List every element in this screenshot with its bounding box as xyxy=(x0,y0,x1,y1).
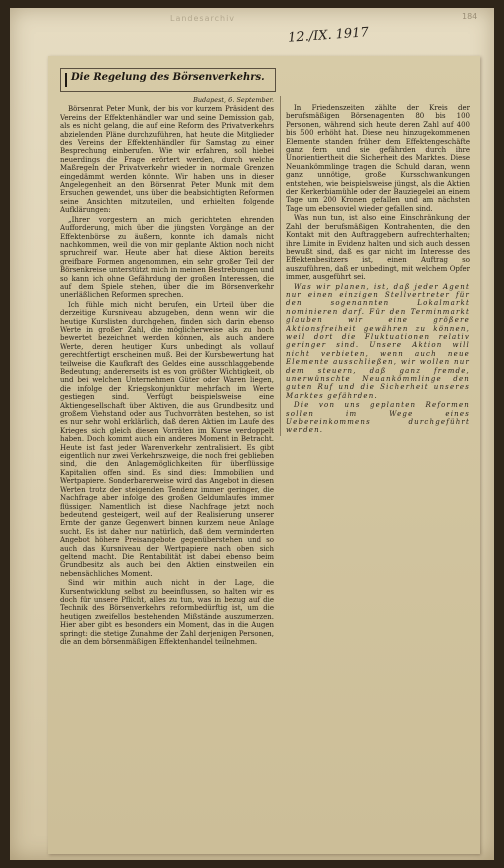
clipping-fade xyxy=(48,814,480,854)
article-paragraph: „Ihrer vorgestern an mich gerichteten ehrenden Aufforderung, mich über die jüngsten Vorgänge an der Effektenbörse zu äußern, konnte ich damals nicht nachkommen, weil die von mir geplante Aktion noch nicht spruchreif war. Heute aber hat diese Aktion bereits greifbare Formen angenommen, ein sehr großer Teil der Börsenkreise unterstützt mich in meinen Bestrebungen und so kann ich ohne Gefährdung der großen Interessen, die auf dem Spiele stehen, über die im Börsenverkehr unerläßlichen Reformen sprechen. xyxy=(60,215,274,300)
article-paragraph: Die von uns geplanten Reformen sollen im Wege eines Uebereinkommens durchgeführt werden. xyxy=(286,401,470,434)
archive-stamp: Landesarchiv xyxy=(170,14,236,23)
column-divider xyxy=(280,96,281,436)
corner-page-mark: 184 xyxy=(462,12,478,21)
article-paragraph: Börsenrat Peter Munk, der bis vor kurzem Präsident des Vereins der Effektenhändler war und seine Demission gab, als es nicht gelang, die auf eine Reform des Privatverkehrs abzielenden Pläne durchzuführen, hat heute die Mitglieder des Vereins der Effektenhändler für Samstag zu einer Besprechung einberufen. Wie wir erfahren, soll hiebei neuerdings die Frage erörtert werden, durch welche Maßregeln der Privatverkehr wieder in normale Grenzen eingedämmt werden könnte. Wir haben uns in dieser Angelegenheit an den Börsenrat Peter Munk mit dem Ersuchen gewendet, uns über die beabsichtigten Reformen seine Ansichten mitzuteilen, und erhielten folgende Aufklärungen: xyxy=(60,105,274,215)
article-title: Die Regelung des Börsenverkehrs. xyxy=(71,72,265,83)
article-paragraph: Was wir planen, ist, daß jeder Agent nur einen einzigen Stellvertreter für den sogenannten Lokalmarkt nominieren darf. Für den Terminmarkt glauben wir eine größere Aktionsfreiheit gewähren zu können, weil dort die Fluktuationen relativ geringer sind. Unsere Aktion will nicht verbieten, wenn auch neue Elemente ausschließen, wir wollen nur dem steuern, daß ganz fremde, unerwünschte Neuankömmlinge den guten Ruf und die Sicherheit unseres Marktes gefährden. xyxy=(286,282,470,400)
headline-box xyxy=(60,68,276,92)
archive-sheet xyxy=(10,8,494,860)
newspaper-clipping xyxy=(48,56,480,854)
article-paragraph: Ich fühle mich nicht berufen, ein Urteil über die derzeitige Kursniveau abzugeben, denn wenn wir die heutige Kurslisten durchgehen, finden sich darin ebenso Werte in großer Zahl, die möglicherweise als zu hoch bewertet bezeichnet werden können, als auch andere Werte, deren heutiger Kurs unbedingt als vollauf gerechtfertigt erscheinen muß. Bei der Kursbewertung hat teilweise die Kaufkraft des Geldes eine ausschlaggebende Bedeutung; andererseits ist es von größter Wichtigkeit, ob und bei welchen Unternehmen Güter oder Waren liegen, die infolge der Kriegskonjunktur mehrfach im Werte gestiegen sind. Verfügt beispielsweise eine Aktiengesellschaft über Aktiven, die aus Grundbesitz und großem Viehstand oder aus Tuchvorräten bestehen, so ist es nur sehr wohl erklärlich, daß deren Aktien im Laufe des Krieges sich gleich diesen Vorräten im Kurse verdoppelt haben. Doch kommt auch ein anderes Moment in Betracht. Heute ist fast jeder Warenverkehr zentralisiert. Es gibt eigentlich nur zwei Verkehrszweige, die noch frei geblieben sind, die den Anlagemöglichkeiten für überflüssige Kapitalien offen sind. Es sind dies: Immobilien und Wertpapiere. Sonderbarerweise wird das Angebot in diesen Werten trotz der steigenden Tendenz immer geringer, die Nachfrage aber infolge des großen Geldumlaufes immer flüssiger. Namentlich ist diese Nachfrage jetzt noch bedeutend gesteigert, weil auf der Realisierung unserer Ernte der ganze Gegenwert binnen kurzem neue Anlage sucht. Es ist daher nur natürlich, daß dem verminderten Angebot höhere Preisangebote gegenüberstehen und so auch das Kursniveau der Wertpapiere nach oben sich geltend macht. Die Rentabilität ist dabei ebenso beim Grundbesitz als auch bei den Aktien einstweilen ein nebensächliches Moment. xyxy=(60,300,274,578)
article-dateline: Budapest, 6. September. xyxy=(193,96,274,104)
article-paragraph: Was nun tun, ist also eine Einschränkung der Zahl der berufsmäßigen Kontrahenten, die den Kontakt mit den Auftraggebern aufrechterhalten; ihre Limite in Evidenz halten und sich auch dessen bewußt sind, daß es gar nicht im Interesse des Effektenbesitzers ist, einen Auftrag so auszuführen, daß er unbedingt, mit welchem Opfer immer, ausgeführt sei. xyxy=(286,214,470,282)
article-column-left xyxy=(60,96,274,766)
article-paragraph: In Friedenszeiten zählte der Kreis der berufsmäßigen Börsenagenten 80 bis 100 Personen, während sich heute deren Zahl auf 400 bis 500 erhöht hat. Diese neu hinzugekommenen Elemente standen früher dem Effektengeschäfte ganz fern und sie gefährden durch ihre Unorientiertheit die Sicherheit des Marktes. Diese Neuankömmlinge tragen die Schuld daran, wenn ganz unnötige, große Kursschwankungen entstehen, wie beispielsweise jüngst, als die Aktien der Kerkerbiamühle oder der Bauziegelei an einem Tage um 200 Kronen gefallen und am nächsten Tage um ebensoviel wieder gefallen sind. xyxy=(286,104,470,213)
headline-rule xyxy=(65,73,67,87)
handwritten-date: 12./IX. 1917 xyxy=(287,25,370,46)
article-column-right xyxy=(286,104,470,434)
article-paragraph: Sind wir mithin auch nicht in der Lage, die Kursentwicklung selbst zu beeinflussen, so halten wir es doch für unsere Pflicht, alles zu tun, was in bezug auf die Technik des Börsenverkehrs reformbedürftig ist, um die heutigen zweifellos bestehenden Mißstände auszumerzen. Hier aber gibt es besonders ein Moment, das in die Augen springt: die stetige Zunahme der Zahl derjenigen Personen, die an dem börsenmäßigen Effektenhandel teilnehmen. xyxy=(60,579,274,646)
